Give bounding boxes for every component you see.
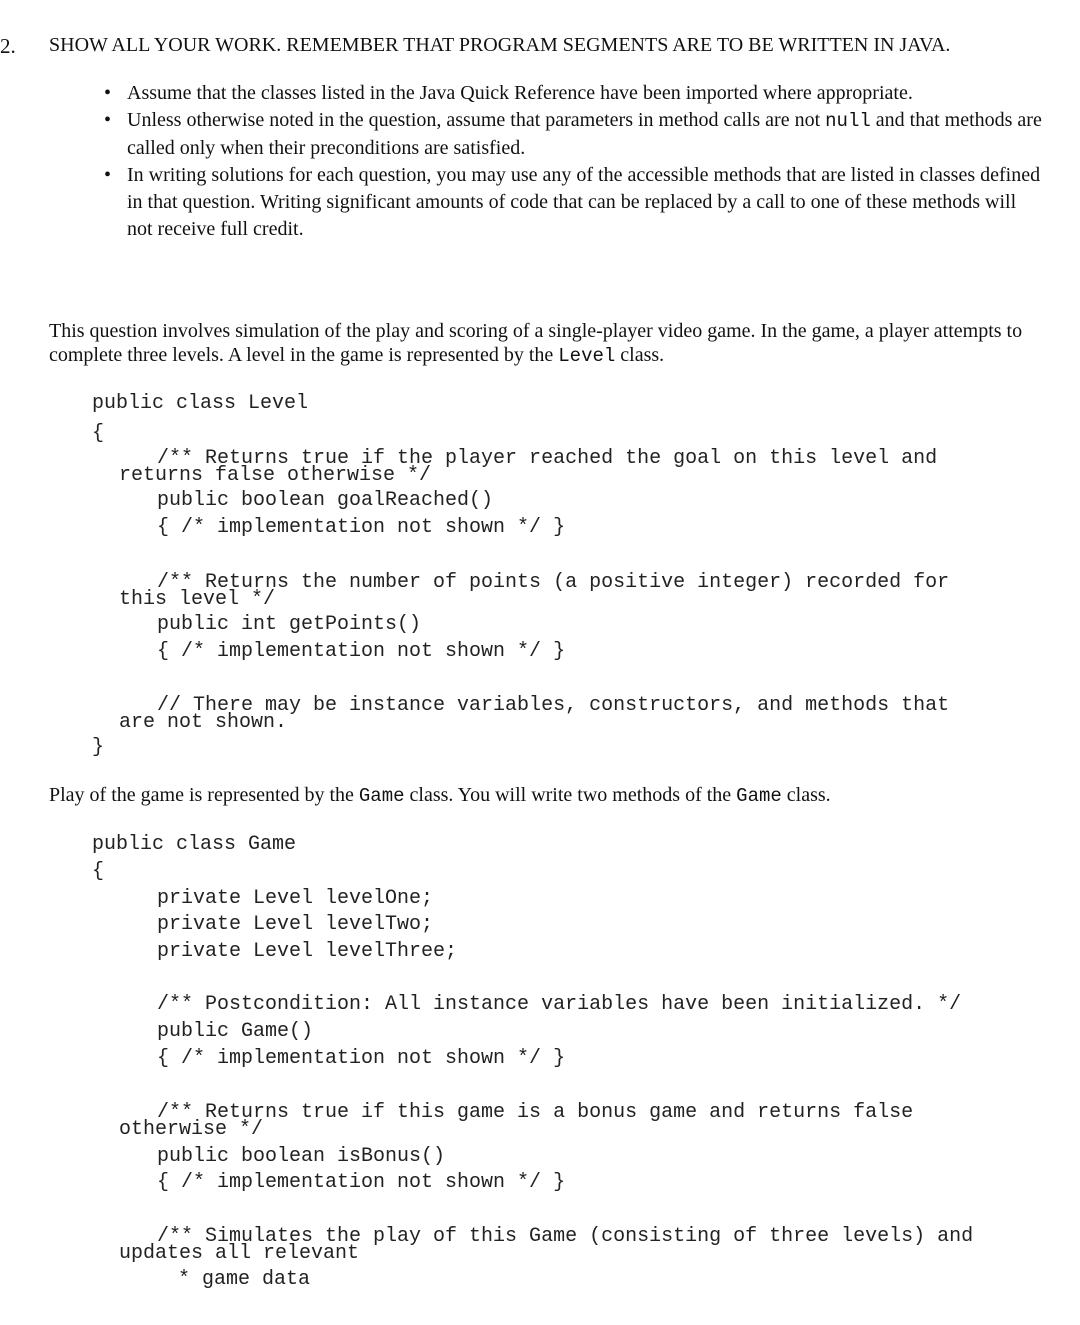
instructions-list — [104, 80, 1044, 243]
code-line: /** Returns true if the player reached the goal on this level and — [157, 447, 938, 470]
code-line: public boolean goalReached() — [157, 489, 494, 512]
code-line: /** Postcondition: All instance variables have been initialized. */ — [157, 993, 962, 1016]
code-line: public int getPoints() — [157, 613, 422, 636]
code-line: this level */ — [119, 588, 276, 611]
code-line: // There may be instance variables, constructors, and methods that — [157, 694, 950, 717]
code-line: { — [92, 860, 105, 883]
code-line: private Level levelTwo; — [157, 913, 434, 936]
code-line: public class Level — [92, 392, 309, 415]
code-line: /** Simulates the play of this Game (consisting of three levels) and — [157, 1225, 974, 1248]
code-line: { /* implementation not shown */ } — [157, 640, 566, 663]
inline-code: null — [825, 110, 871, 132]
code-line: returns false otherwise */ — [119, 464, 432, 487]
code-line: otherwise */ — [119, 1118, 264, 1141]
code-line: private Level levelThree; — [157, 940, 458, 963]
code-line: private Level levelOne; — [157, 887, 434, 910]
code-line: { /* implementation not shown */ } — [157, 516, 566, 539]
code-line: are not shown. — [119, 711, 288, 734]
code-line: public class Game — [92, 833, 297, 856]
instructions-header: SHOW ALL YOUR WORK. REMEMBER THAT PROGRAM SEGMENTS ARE TO BE WRITTEN IN JAVA. — [49, 34, 951, 56]
inline-code: Game — [736, 785, 782, 807]
code-line: public boolean isBonus() — [157, 1145, 446, 1168]
code-line: public Game() — [157, 1020, 314, 1043]
code-line: /** Returns true if this game is a bonus game and returns false — [157, 1101, 914, 1124]
instruction-item: • Assume that the classes listed in the Java Quick Reference have been imported where appropriate. — [104, 82, 913, 104]
code-line: } — [92, 736, 105, 759]
code-line: { — [92, 422, 105, 445]
instruction-item: • In writing solutions for each question, you may use any of the accessible methods that are listed in classes defined in that question. Writing significant amounts of code that can be replaced by a call to one of these methods will not receive full credit. — [104, 164, 1041, 240]
code-line: { /* implementation not shown */ } — [157, 1171, 566, 1194]
instruction-item: • Unless otherwise noted in the question, assume that parameters in method calls are not null and that methods are called only when their preconditions are satisfied. — [104, 109, 1042, 159]
game-intro-paragraph: Play of the game is represented by the Game class. You will write two methods of the Game class. — [49, 784, 831, 807]
question-number: 2. — [0, 34, 16, 58]
code-line: /** Returns the number of points (a positive integer) recorded for — [157, 571, 950, 594]
code-line: * game data — [178, 1268, 311, 1291]
inline-code: Game — [358, 785, 405, 807]
code-line: { /* implementation not shown */ } — [157, 1047, 566, 1070]
inline-code: Level — [558, 345, 616, 367]
code-line: updates all relevant — [119, 1242, 360, 1265]
intro-paragraph: This question involves simulation of the play and scoring of a single-player video game. In the game, a player attempts to complete three levels. A level in the game is represented by the Level class. — [49, 320, 1023, 367]
